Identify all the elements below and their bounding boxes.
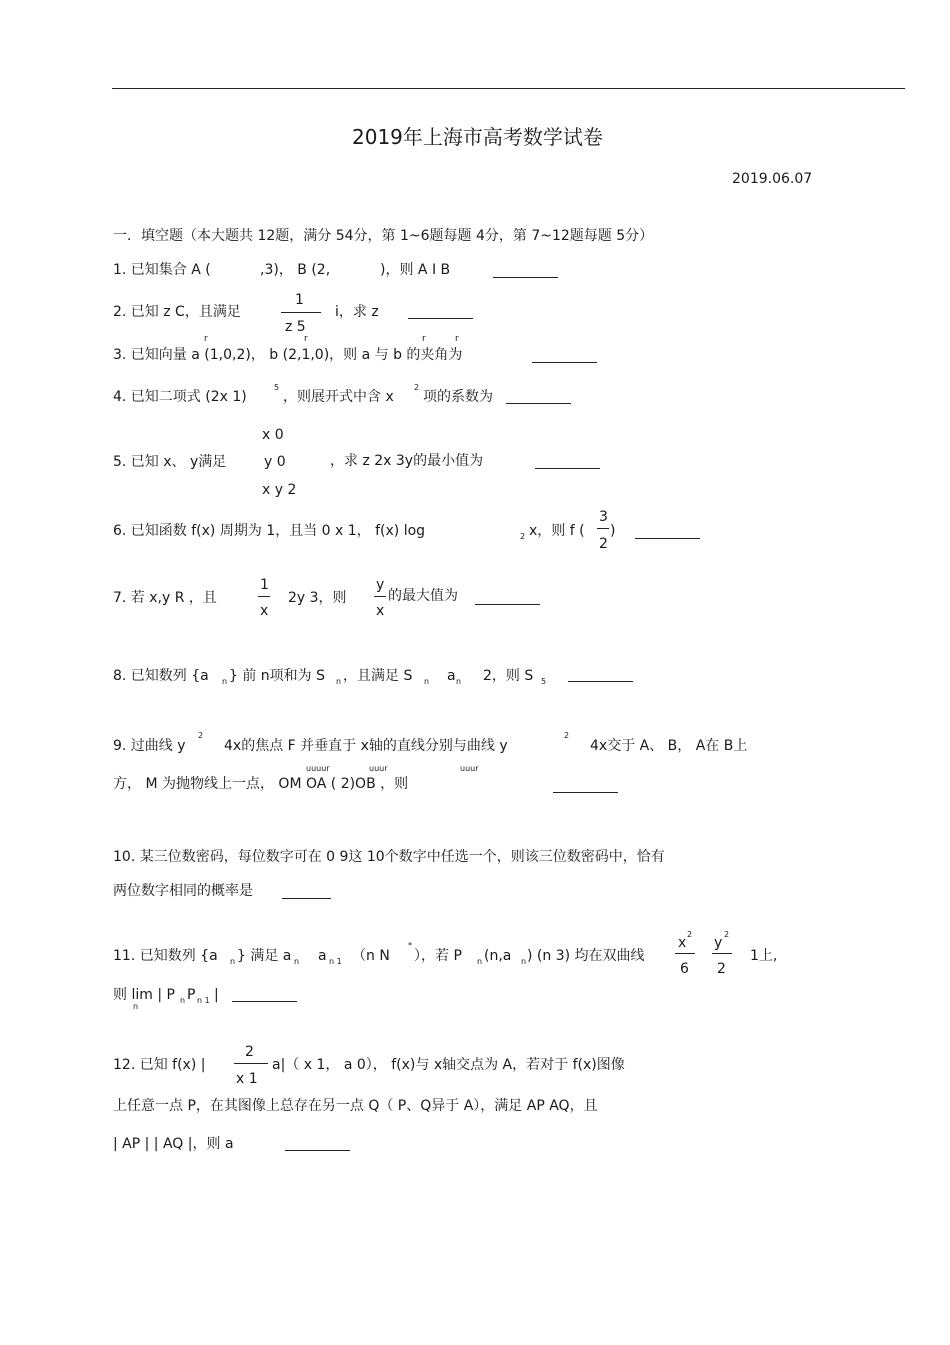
q11-text-g: ) (n 3) 均在双曲线 xyxy=(527,948,645,964)
q1-text-a: 1. 已知集合 A ( xyxy=(113,262,211,278)
q2-answer-blank xyxy=(408,318,473,319)
q11-fraction-2-denominator: 2 xyxy=(717,961,726,977)
q4-exponent-2: 2 xyxy=(414,383,420,392)
q11-sub-4: n xyxy=(477,957,483,966)
q5-answer-blank xyxy=(535,468,600,469)
q2-fraction-numerator: 1 xyxy=(295,292,304,308)
q7-text-b: 2y 3，则 xyxy=(288,590,347,606)
q10-text-b: 两位数字相同的概率是 xyxy=(113,883,253,899)
q8-text-d: a xyxy=(447,668,456,684)
q6-fraction-bar xyxy=(597,528,609,529)
q12-fraction-numerator: 2 xyxy=(245,1044,254,1060)
q8-sub-4: n xyxy=(456,677,462,686)
q3-vector-mark-b2: r xyxy=(455,334,459,344)
q7-text-c: 的最大值为 xyxy=(388,588,458,604)
q5-constraint-1: x 0 xyxy=(262,427,284,443)
q11-fraction-1-power: 2 xyxy=(687,930,693,939)
q8-sub-3: n xyxy=(424,677,430,686)
q6-text-b: x，则 f ( xyxy=(529,523,585,539)
q4-text-b: ，则展开式中含 x xyxy=(283,389,394,405)
q11-fraction-1-numerator: x xyxy=(678,935,687,951)
q11-text-h: 1上, xyxy=(750,948,778,964)
q11-text-c: a xyxy=(318,948,327,964)
q5-text-b: ，求 z 2x 3y的最小值为 xyxy=(330,453,484,469)
q7-fraction-1-numerator: 1 xyxy=(260,577,269,593)
q6-fraction-denominator: 2 xyxy=(599,536,608,552)
q12-fraction-denominator: x 1 xyxy=(236,1071,258,1087)
q11-fraction-1-denominator: 6 xyxy=(680,961,689,977)
q11-text-k: | xyxy=(214,987,219,1003)
q12-text-d: | AP | | AQ |，则 a xyxy=(113,1136,234,1152)
q10-answer-blank xyxy=(282,898,331,899)
q11-text-d: （n N xyxy=(352,948,390,964)
q1-text-b: ,3)， B (2, xyxy=(260,262,331,278)
q2-text-a: 2. 已知 z C，且满足 xyxy=(113,304,241,320)
q11-sub-6: n xyxy=(180,996,186,1005)
q9-text-b: 4x的焦点 F 并垂直于 x轴的直线分别与曲线 y xyxy=(224,738,508,754)
q9-vector-mark-om: uuuur xyxy=(306,764,330,773)
q4-text-a: 4. 已知二项式 (2x 1) xyxy=(113,389,247,405)
q8-text-e: 2，则 S xyxy=(483,668,534,684)
q6-answer-blank xyxy=(635,538,700,539)
q6-text-a: 6. 已知函数 f(x) 周期为 1，且当 0 x 1， f(x) log xyxy=(113,523,426,539)
q11-superscript: * xyxy=(408,941,412,950)
q5-text-a: 5. 已知 x、 y满足 xyxy=(113,454,227,470)
q11-text-a: 11. 已知数列 {a xyxy=(113,948,218,964)
q9-vector-mark-oa: uuur xyxy=(369,764,388,773)
q11-sub-1: n xyxy=(230,957,236,966)
q11-text-e: ），若 P xyxy=(414,948,462,964)
q11-limit-variable: n xyxy=(133,1002,139,1011)
q5-constraint-3: x y 2 xyxy=(262,482,297,498)
q4-answer-blank xyxy=(506,403,571,404)
q9-answer-blank xyxy=(553,792,618,793)
q3-text: 3. 已知向量 a (1,0,2)， b (2,1,0)，则 a 与 b 的夹角为 xyxy=(113,347,463,363)
q11-fraction-2-power: 2 xyxy=(724,930,730,939)
page-title: 2019年上海市高考数学试卷 xyxy=(352,125,603,149)
q9-vector-mark-ob: uuur xyxy=(460,764,479,773)
q11-text-i: 则 lim | P xyxy=(113,987,175,1003)
q8-text-c: ，且满足 S xyxy=(343,668,413,684)
q9-exp-1: 2 xyxy=(198,731,204,740)
q12-fraction-bar xyxy=(234,1063,268,1064)
q6-log-base: 2 xyxy=(520,532,526,541)
q2-text-b: i，求 z xyxy=(335,304,379,320)
q12-text-b: a|（ x 1， a 0）， f(x)与 x轴交点为 A，若对于 f(x)图像 xyxy=(272,1057,625,1073)
q12-text-c: 上任意一点 P，在其图像上总存在另一点 Q（ P、Q异于 A），满足 AP AQ，且 xyxy=(113,1098,598,1114)
q11-fraction-2-numerator: y xyxy=(714,935,723,951)
q1-text-c: )，则 A I B xyxy=(380,262,451,278)
q8-sub-5: 5 xyxy=(541,677,547,686)
q8-answer-blank xyxy=(568,681,633,682)
q9-text-d: 方， M 为抛物线上一点， OM OA ( 2)OB ，则 xyxy=(113,776,409,792)
q4-exponent: 5 xyxy=(274,383,280,392)
q7-answer-blank xyxy=(475,604,540,605)
q11-text-f: (n,a xyxy=(484,948,512,964)
q3-vector-mark-a2: r xyxy=(422,334,426,344)
q11-sub-2: n xyxy=(294,957,300,966)
q2-fraction-bar xyxy=(281,312,321,313)
q11-sub-7: n 1 xyxy=(197,996,210,1005)
q11-text-j: P xyxy=(187,987,196,1003)
q7-text-a: 7. 若 x,y R ，且 xyxy=(113,590,217,606)
q12-text-a: 12. 已知 f(x) | xyxy=(113,1057,206,1073)
q3-vector-mark-a: r xyxy=(204,334,208,344)
q3-answer-blank xyxy=(532,362,597,363)
header-rule xyxy=(112,88,905,89)
q8-sub-2: n xyxy=(336,677,342,686)
q9-exp-2: 2 xyxy=(564,731,570,740)
q7-fraction-1-bar xyxy=(258,596,270,597)
q9-text-a: 9. 过曲线 y xyxy=(113,738,186,754)
q9-text-c: 4x交于 A、 B， A在 B上 xyxy=(590,738,748,754)
q8-sub-1: n xyxy=(222,677,228,686)
q3-vector-mark-b: r xyxy=(304,334,308,344)
q8-text-a: 8. 已知数列 {a xyxy=(113,668,209,684)
q5-constraint-2: y 0 xyxy=(264,454,286,470)
q12-answer-blank xyxy=(285,1150,350,1151)
section-heading: 一．填空题（本大题共 12题，满分 54分，第 1~6题每题 4分，第 7~12题每题 5分） xyxy=(113,228,654,244)
q7-fraction-2-bar xyxy=(374,596,386,597)
q8-text-b: } 前 n项和为 S xyxy=(229,668,326,684)
q2-fraction-denominator: z 5 xyxy=(285,319,306,335)
exam-date: 2019.06.07 xyxy=(732,171,813,187)
q11-answer-blank xyxy=(232,1001,297,1002)
q6-text-c: ) xyxy=(610,523,616,539)
q11-sub-5: n xyxy=(521,957,527,966)
q7-fraction-2-numerator: y xyxy=(376,577,385,593)
q4-text-c: 项的系数为 xyxy=(423,389,493,405)
q7-fraction-1-denominator: x xyxy=(260,603,269,619)
q11-sub-3: n 1 xyxy=(329,957,342,966)
q1-answer-blank xyxy=(493,277,558,278)
q6-fraction-numerator: 3 xyxy=(599,509,608,525)
q11-text-b: } 满足 a xyxy=(237,948,292,964)
q10-text-a: 10. 某三位数密码，每位数字可在 0 9这 10个数字中任选一个，则该三位数密码中，恰有 xyxy=(113,849,665,865)
q11-fraction-2-bar xyxy=(712,953,732,954)
q11-fraction-1-bar xyxy=(675,953,695,954)
q7-fraction-2-denominator: x xyxy=(376,603,385,619)
